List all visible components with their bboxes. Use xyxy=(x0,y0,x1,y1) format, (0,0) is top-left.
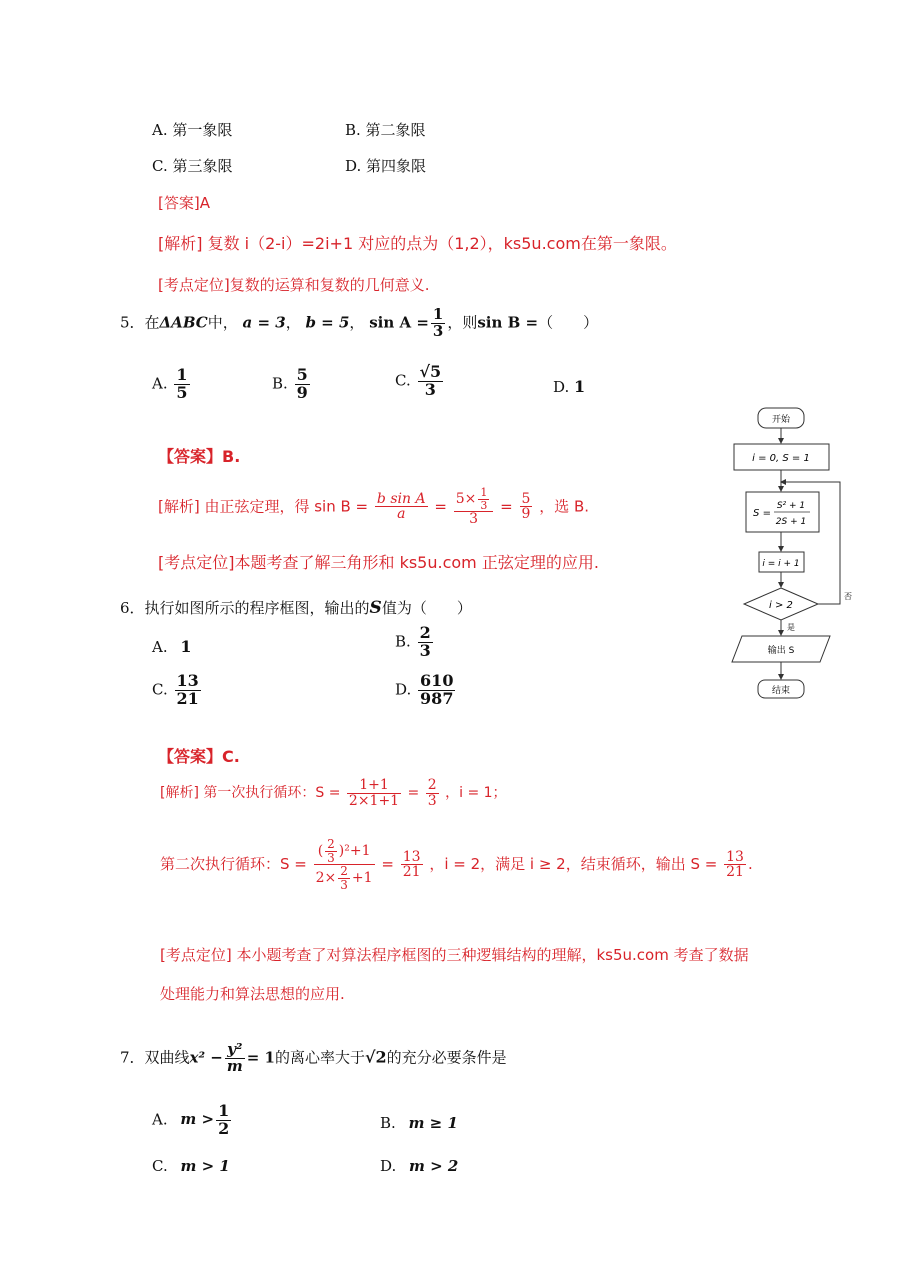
q7-stem xyxy=(120,1042,507,1075)
q7-stem-c: 的充分必要条件是 xyxy=(386,1048,507,1067)
q7-opt-a-label: A. xyxy=(152,1110,168,1129)
q5-opt-a-label: A. xyxy=(152,374,168,393)
q6-option-a xyxy=(152,637,192,656)
q6-analysis-1 xyxy=(160,778,507,808)
q5-an-eq1: = xyxy=(434,497,447,516)
q7-sqrt2: √2 xyxy=(364,1047,387,1067)
q5-an-f1-num: b sin A xyxy=(376,490,426,507)
q6-an1-r-num: 2 xyxy=(427,777,437,793)
q6-an2-den-inner xyxy=(338,865,350,891)
q5-an-f2-inner-den: 3 xyxy=(480,498,488,512)
q4-option-c: C. 第三象限 xyxy=(152,157,233,175)
q6-opt-c-label: C. xyxy=(152,680,168,699)
q7-option-b xyxy=(380,1114,458,1132)
flow-incr-text: i = i + 1 xyxy=(762,559,800,569)
q5-a-eq: a = 3 xyxy=(242,313,286,332)
q5-opt-c-den: 3 xyxy=(424,379,436,399)
flow-start-text: 开始 xyxy=(771,415,791,425)
q7-stem-a: 7．双曲线 xyxy=(120,1048,190,1067)
q7-stem-b: 的离心率大于 xyxy=(274,1048,365,1067)
q5-knowledge: [考点定位]本题考查了解三角形和 ks5u.com 正弦定理的应用. xyxy=(158,553,599,572)
q5-opt-a-frac xyxy=(174,367,189,402)
q6-opt-d-num: 610 xyxy=(420,671,454,690)
q5-an-f1 xyxy=(375,492,428,522)
q6-an2-end: . xyxy=(747,855,753,874)
q5-sinA-frac xyxy=(431,307,445,340)
q6-an2-den-tail: +1 xyxy=(351,870,373,887)
q5-an-f2-inner xyxy=(478,487,489,511)
q6-knowledge-2: 处理能力和算法思想的应用. xyxy=(160,985,345,1003)
q4-answer: [答案]A xyxy=(158,194,210,212)
q6-stem-b: 值为（ ） xyxy=(381,599,472,617)
q5-an-f2-num-a: 5× xyxy=(455,491,477,508)
q6-an2-eq: = xyxy=(381,855,394,874)
q6-opt-a-val: 1 xyxy=(180,637,192,656)
q5-option-a xyxy=(152,367,192,402)
q5-then: ，则 xyxy=(447,313,478,332)
q7-opt-d-label: D. xyxy=(380,1157,397,1175)
q6-an2-r-num: 13 xyxy=(402,848,421,865)
q6-an2-num-inner xyxy=(325,838,337,864)
q5-sinB: sin B = xyxy=(477,313,539,332)
q6-opt-b-label: B. xyxy=(395,632,411,651)
q5-an-f3-den: 9 xyxy=(521,506,531,523)
q5-an-f3 xyxy=(520,492,533,522)
q4-option-b: B. 第二象限 xyxy=(345,121,426,139)
q5-an-f2-den: 3 xyxy=(469,511,478,528)
q6-an2-num: ( $\frac{2}{3}$ )²+1 xyxy=(314,838,375,865)
flow-update-lhs: S = xyxy=(753,508,771,519)
q6-an1-prefix: [解析] 第一次执行循环：S = xyxy=(160,785,341,802)
q7-option-a xyxy=(152,1103,233,1138)
q5-paren: （ ） xyxy=(538,313,599,332)
q6-opt-b-frac xyxy=(418,625,433,660)
q5-opt-d-val: 1 xyxy=(574,377,586,396)
q6-opt-c-frac xyxy=(175,673,201,708)
q5-option-d xyxy=(553,377,585,396)
q5-sinA-den: 3 xyxy=(432,321,444,340)
q6-an1-suffix: ，i = 1； xyxy=(445,785,507,802)
q6-an2-r-den: 21 xyxy=(402,864,421,881)
q6-opt-c-den: 21 xyxy=(176,688,199,708)
q5-opt-d-label: D. xyxy=(553,378,570,396)
q7-opt-a-den: 2 xyxy=(218,1118,230,1138)
q6-answer: 【答案】C. xyxy=(158,747,240,766)
q7-eq1: = 1 xyxy=(246,1048,275,1067)
q6-an2-prefix: 第二次执行循环：S = xyxy=(160,855,307,874)
q5-option-b xyxy=(272,367,312,402)
q5-opt-b-num: 5 xyxy=(296,365,308,384)
q5-an-prefix: [解析] 由正弦定理，得 sin B = xyxy=(158,497,369,516)
q7-opt-a-num: 1 xyxy=(218,1101,230,1120)
q4-option-a: A. 第一象限 xyxy=(152,121,233,139)
q6-an2-den xyxy=(314,865,375,891)
flow-no-label: 否 xyxy=(844,592,852,601)
q5-opt-b-frac xyxy=(295,367,310,402)
q5-analysis xyxy=(158,487,589,527)
q5-an-suffix: ，选 B. xyxy=(539,497,590,516)
q6-opt-d-den: 987 xyxy=(420,688,454,708)
flow-yes-label: 是 xyxy=(787,623,795,632)
q6-an2-den-inner-n: 2 xyxy=(340,864,348,879)
q5-option-c xyxy=(395,364,445,399)
q6-stem xyxy=(120,597,472,618)
q5-opt-a-den: 5 xyxy=(176,382,188,402)
q6-an1-r-den: 3 xyxy=(427,792,437,809)
q6-an1-result xyxy=(426,778,439,808)
q7-opt-c-val: m > 1 xyxy=(180,1157,230,1175)
q5-opt-c-frac xyxy=(418,364,444,399)
q5-opt-b-label: B. xyxy=(272,374,288,393)
q7-frac-den: m xyxy=(226,1056,243,1075)
q6-opt-d-label: D. xyxy=(395,680,412,699)
q6-an2-out-num: 13 xyxy=(726,848,744,865)
q5-an-f2-num xyxy=(454,487,494,512)
flow-init-text: i = 0, S = 1 xyxy=(752,453,810,464)
q5-an-f2-inner-num: 1 xyxy=(480,486,488,499)
q5-opt-a-num: 1 xyxy=(176,365,188,384)
q5-opt-c-label: C. xyxy=(395,371,411,390)
q6-an2-out-den: 21 xyxy=(726,864,744,881)
q7-option-c xyxy=(152,1157,230,1175)
q5-triangle: ΔABC xyxy=(159,313,208,332)
flow-update-num: S² + 1 xyxy=(776,501,806,511)
q7-frac xyxy=(225,1042,245,1075)
q6-an2-num-inner-n: 2 xyxy=(327,837,335,851)
q5-an-f3-num: 5 xyxy=(521,490,531,507)
q6-knowledge-1: [考点定位] 本小题考查了对算法程序框图的三种逻辑结构的理解，ks5u.com 考查了数据 xyxy=(160,946,749,964)
q5-an-f2 xyxy=(454,487,494,527)
flow-update-den: 2S + 1 xyxy=(775,517,807,527)
q6-an1-den: 2×1+1 xyxy=(348,792,400,809)
q7-frac-num: y² xyxy=(225,1042,245,1059)
q7-opt-c-label: C. xyxy=(152,1157,168,1175)
q6-an2-frac xyxy=(314,838,375,891)
q7-option-d xyxy=(380,1157,458,1175)
q7-opt-a-pre: m > xyxy=(180,1110,215,1129)
q6-opt-b-num: 2 xyxy=(419,623,431,642)
q6-an1-num: 1+1 xyxy=(347,778,401,794)
q6-stem-var: S xyxy=(369,598,382,618)
q5-mid: 中， xyxy=(207,313,238,332)
q6-opt-c-num: 13 xyxy=(176,671,199,690)
q5-answer: 【答案】B. xyxy=(158,447,241,466)
q4-analysis: [解析] 复数 i（2-i）=2i+1 对应的点为（1,2），ks5u.com在第一象限。 xyxy=(158,234,677,253)
q6-option-b xyxy=(395,625,435,660)
q4-knowledge: [考点定位]复数的运算和复数的几何意义. xyxy=(158,276,430,294)
q5-opt-b-den: 9 xyxy=(296,382,308,402)
q7-opt-b-val: m ≥ 1 xyxy=(408,1114,458,1132)
q6-an2-num-inner-d: 3 xyxy=(327,850,335,865)
q6-an2-out xyxy=(724,850,746,880)
flow-output-text: 输出 S xyxy=(767,646,795,656)
q6-an1-frac xyxy=(347,778,401,808)
q5-prefix: 5．在 xyxy=(120,313,160,332)
flow-end-text: 结束 xyxy=(771,686,791,696)
q7-x2: x² − xyxy=(189,1048,223,1067)
q6-option-c xyxy=(152,673,203,708)
q6-opt-d-frac xyxy=(418,673,455,708)
q5-opt-c-num: √5 xyxy=(419,362,442,381)
q7-opt-b-label: B. xyxy=(380,1114,396,1132)
q5-b-eq: b = 5 xyxy=(305,313,350,332)
q5-sinA-num: 1 xyxy=(432,305,444,323)
q6-option-d xyxy=(395,673,457,708)
q4-option-d: D. 第四象限 xyxy=(345,157,427,175)
q6-analysis-2 xyxy=(160,838,753,891)
q6-stem-a: 6．执行如图所示的程序框图，输出的 xyxy=(120,599,370,617)
q5-an-eq2: = xyxy=(500,497,513,516)
q6-an2-mid: ，i = 2，满足 i ≥ 2，结束循环，输出 S = xyxy=(429,855,718,874)
q5-sinA: sin A = xyxy=(369,313,429,332)
q5-an-f1-den: a xyxy=(397,506,406,523)
q6-opt-b-den: 3 xyxy=(419,640,431,660)
q6-an2-den-inner-d: 3 xyxy=(340,877,348,892)
q6-an2-result xyxy=(401,850,423,880)
q5-stem: 5．在ΔABC中， a = 3， b = 5， sin A = $\frac{1}{3}$ ，则sin B =（ ） xyxy=(120,305,599,340)
q7-opt-a-frac xyxy=(216,1103,231,1138)
flow-cond-text: i > 2 xyxy=(769,600,793,611)
q7-opt-d-val: m > 2 xyxy=(409,1157,459,1175)
q6-an1-eq: = xyxy=(407,785,420,802)
q6-an2-den-a: 2× xyxy=(315,870,337,887)
flowchart xyxy=(726,402,856,702)
q6-opt-a-label: A. xyxy=(152,638,168,656)
q6-an2-num-tail: +1 xyxy=(349,843,371,860)
